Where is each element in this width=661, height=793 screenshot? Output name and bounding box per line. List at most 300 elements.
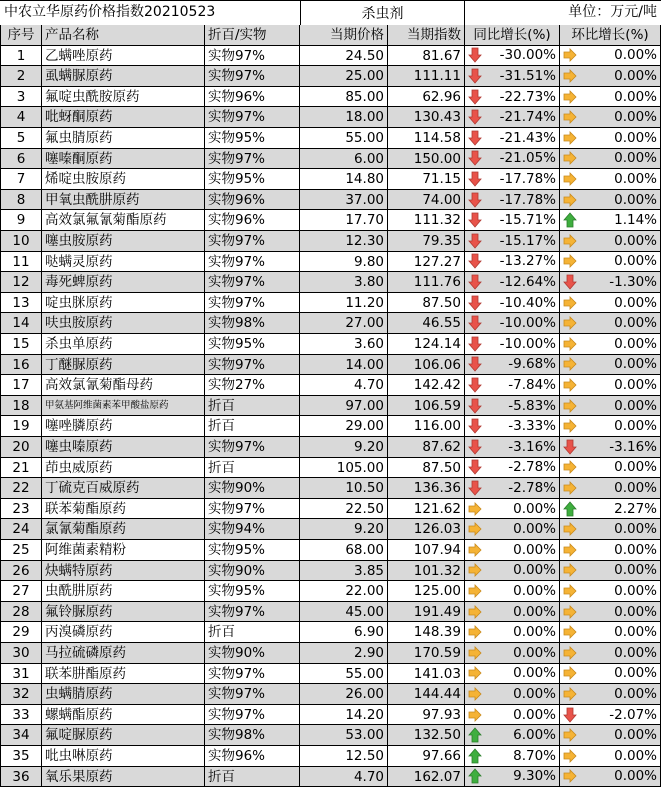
yoy-value: -10.40% (499, 294, 556, 311)
row-number: 26 (0, 561, 42, 582)
product-spec: 实物90% (205, 478, 300, 499)
current-price: 6.00 (300, 149, 388, 170)
mom-change (560, 375, 661, 396)
product-name: 呋虫胺原药 (42, 313, 205, 334)
yoy-change (465, 684, 560, 705)
arrow-right-icon (563, 480, 577, 496)
mom-value: 0.00% (614, 294, 657, 311)
mom-change (560, 190, 661, 211)
table-row (0, 396, 661, 417)
current-index: 101.32 (388, 561, 465, 582)
current-index: 79.35 (388, 231, 465, 252)
arrow-right-icon (563, 295, 577, 311)
table-row (0, 602, 661, 623)
arrow-right-icon (563, 645, 577, 661)
arrow-right-icon (563, 315, 577, 331)
mom-value: 0.00% (614, 335, 657, 352)
current-price: 4.70 (300, 375, 388, 396)
table-row (0, 519, 661, 540)
mom-change (560, 334, 661, 355)
product-spec: 实物95% (205, 334, 300, 355)
row-number: 8 (0, 190, 42, 211)
product-spec: 实物97% (205, 272, 300, 293)
current-index: 136.36 (388, 478, 465, 499)
current-index: 97.93 (388, 705, 465, 726)
current-index: 71.15 (388, 169, 465, 190)
arrow-right-icon (468, 624, 482, 640)
yoy-value: 6.00% (513, 727, 556, 744)
yoy-value: 0.00% (513, 624, 556, 641)
yoy-value: 0.00% (513, 500, 556, 517)
product-spec: 实物90% (205, 561, 300, 582)
mom-change (560, 107, 661, 128)
mom-change (560, 231, 661, 252)
yoy-value: 0.00% (513, 644, 556, 661)
yoy-change (465, 519, 560, 540)
current-index: 170.59 (388, 643, 465, 664)
row-number: 28 (0, 602, 42, 623)
yoy-value: -3.16% (508, 438, 556, 455)
current-index: 130.43 (388, 107, 465, 128)
table-row (0, 643, 661, 664)
arrow-down-icon (468, 253, 482, 269)
product-name: 甲氨基阿维菌素苯甲酸盐原药 (42, 396, 205, 417)
product-spec: 实物97% (205, 664, 300, 685)
current-index: 111.76 (388, 272, 465, 293)
yoy-change (465, 458, 560, 479)
product-spec: 折百 (205, 622, 300, 643)
yoy-value: -17.78% (499, 191, 556, 208)
yoy-change (465, 396, 560, 417)
row-number: 4 (0, 107, 42, 128)
arrow-down-icon (468, 377, 482, 393)
yoy-change (465, 210, 560, 231)
current-price: 14.80 (300, 169, 388, 190)
current-index: 87.50 (388, 293, 465, 314)
product-name: 联苯菊酯原药 (42, 499, 205, 520)
row-number: 3 (0, 87, 42, 108)
yoy-value: 0.00% (513, 521, 556, 538)
mom-value: 0.00% (614, 397, 657, 414)
table-row (0, 252, 661, 273)
current-index: 124.14 (388, 334, 465, 355)
product-spec: 折百 (205, 458, 300, 479)
row-number: 7 (0, 169, 42, 190)
arrow-down-icon (468, 89, 482, 105)
mom-value: -2.07% (609, 706, 657, 723)
yoy-value: 0.00% (513, 562, 556, 579)
current-price: 18.00 (300, 107, 388, 128)
product-name: 高效氯氰菊酯母药 (42, 375, 205, 396)
table-row (0, 499, 661, 520)
arrow-down-icon (468, 315, 482, 331)
current-index: 87.50 (388, 458, 465, 479)
arrow-right-icon (563, 171, 577, 187)
row-number: 23 (0, 499, 42, 520)
mom-value: 0.00% (614, 665, 657, 682)
row-number: 18 (0, 396, 42, 417)
current-price: 3.80 (300, 272, 388, 293)
mom-value: 0.00% (614, 356, 657, 373)
product-spec: 实物27% (205, 375, 300, 396)
table-row (0, 313, 661, 334)
arrow-right-icon (563, 624, 577, 640)
arrow-right-icon (563, 604, 577, 620)
row-number: 11 (0, 252, 42, 273)
header-spec: 折百/实物 (205, 25, 300, 46)
yoy-change (465, 581, 560, 602)
table-row (0, 46, 661, 67)
yoy-value: -2.78% (508, 479, 556, 496)
product-name: 阿维菌素精粉 (42, 540, 205, 561)
arrow-right-icon (563, 253, 577, 269)
product-spec: 实物95% (205, 169, 300, 190)
mom-value: -1.30% (609, 273, 657, 290)
mom-value: 0.00% (614, 727, 657, 744)
product-name: 丁醚脲原药 (42, 355, 205, 376)
arrow-right-icon (563, 521, 577, 537)
row-number: 32 (0, 684, 42, 705)
table-row (0, 746, 661, 767)
arrow-right-icon (563, 150, 577, 166)
product-name: 氟啶虫酰胺原药 (42, 87, 205, 108)
table-row (0, 622, 661, 643)
yoy-value: -31.51% (499, 67, 556, 84)
row-number: 22 (0, 478, 42, 499)
current-index: 148.39 (388, 622, 465, 643)
current-price: 3.60 (300, 334, 388, 355)
arrow-right-icon (563, 665, 577, 681)
yoy-change (465, 313, 560, 334)
yoy-value: 0.00% (513, 685, 556, 702)
row-number: 31 (0, 664, 42, 685)
table-row (0, 725, 661, 746)
mom-change (560, 293, 661, 314)
arrow-up-icon (563, 501, 577, 517)
row-number: 33 (0, 705, 42, 726)
yoy-change (465, 499, 560, 520)
current-index: 127.27 (388, 252, 465, 273)
mom-change (560, 272, 661, 293)
arrow-right-icon (563, 542, 577, 558)
yoy-change (465, 725, 560, 746)
arrow-right-icon (563, 748, 577, 764)
product-spec: 折百 (205, 767, 300, 788)
yoy-change (465, 66, 560, 87)
current-price: 85.00 (300, 87, 388, 108)
current-index: 191.49 (388, 602, 465, 623)
current-price: 25.00 (300, 66, 388, 87)
row-number: 34 (0, 725, 42, 746)
current-price: 4.70 (300, 767, 388, 788)
product-name: 吡蚜酮原药 (42, 107, 205, 128)
mom-value: 0.00% (614, 47, 657, 64)
row-number: 15 (0, 334, 42, 355)
yoy-change (465, 705, 560, 726)
current-index: 62.96 (388, 87, 465, 108)
product-spec: 实物96% (205, 87, 300, 108)
product-name: 甲氧虫酰肼原药 (42, 190, 205, 211)
arrow-right-icon (563, 89, 577, 105)
arrow-down-icon (468, 130, 482, 146)
current-price: 105.00 (300, 458, 388, 479)
mom-change (560, 458, 661, 479)
mom-change (560, 396, 661, 417)
product-spec: 折百 (205, 416, 300, 437)
arrow-up-icon (468, 768, 482, 784)
mom-value: 0.00% (614, 67, 657, 84)
yoy-change (465, 87, 560, 108)
yoy-change (465, 767, 560, 788)
arrow-right-icon (563, 130, 577, 146)
current-index: 74.00 (388, 190, 465, 211)
current-price: 3.85 (300, 561, 388, 582)
current-price: 6.90 (300, 622, 388, 643)
yoy-value: -12.64% (499, 273, 556, 290)
mom-value: -3.16% (609, 438, 657, 455)
arrow-right-icon (563, 109, 577, 125)
mom-value: 0.00% (614, 232, 657, 249)
arrow-down-icon (468, 418, 482, 434)
mom-change (560, 561, 661, 582)
table-row (0, 149, 661, 170)
yoy-value: -15.71% (499, 212, 556, 229)
product-spec: 实物97% (205, 355, 300, 376)
arrow-right-icon (468, 686, 482, 702)
yoy-value: 0.00% (513, 706, 556, 723)
row-number: 5 (0, 128, 42, 149)
row-number: 24 (0, 519, 42, 540)
current-price: 37.00 (300, 190, 388, 211)
product-name: 噻虫嗪原药 (42, 437, 205, 458)
table-row (0, 210, 661, 231)
mom-change (560, 149, 661, 170)
current-index: 81.67 (388, 46, 465, 67)
yoy-change (465, 293, 560, 314)
current-index: 142.42 (388, 375, 465, 396)
product-name: 丁硫克百威原药 (42, 478, 205, 499)
product-name: 毒死蜱原药 (42, 272, 205, 293)
arrow-right-icon (468, 583, 482, 599)
arrow-right-icon (563, 192, 577, 208)
arrow-down-icon (468, 480, 482, 496)
yoy-change (465, 416, 560, 437)
product-spec: 实物97% (205, 107, 300, 128)
table-row (0, 272, 661, 293)
yoy-value: -10.00% (499, 335, 556, 352)
arrow-right-icon (563, 418, 577, 434)
arrow-down-icon (468, 398, 482, 414)
arrow-right-icon (563, 686, 577, 702)
arrow-right-icon (468, 521, 482, 537)
mom-value: 0.00% (614, 768, 657, 785)
mom-value: 1.14% (614, 212, 657, 229)
arrow-right-icon (563, 47, 577, 63)
yoy-change (465, 437, 560, 458)
arrow-down-icon (563, 274, 577, 290)
product-spec: 实物97% (205, 499, 300, 520)
arrow-down-icon (563, 707, 577, 723)
table-row (0, 478, 661, 499)
yoy-change (465, 622, 560, 643)
current-price: 22.00 (300, 581, 388, 602)
product-spec: 实物95% (205, 128, 300, 149)
row-number: 2 (0, 66, 42, 87)
row-number: 14 (0, 313, 42, 334)
yoy-value: -22.73% (499, 88, 556, 105)
product-spec: 实物97% (205, 602, 300, 623)
yoy-value: 9.30% (513, 768, 556, 785)
current-index: 107.94 (388, 540, 465, 561)
yoy-change (465, 46, 560, 67)
yoy-change (465, 375, 560, 396)
yoy-change (465, 355, 560, 376)
title-row (0, 0, 661, 25)
mom-change (560, 355, 661, 376)
table-row (0, 231, 661, 252)
yoy-value: -17.78% (499, 170, 556, 187)
current-index: 125.00 (388, 581, 465, 602)
table-row (0, 684, 661, 705)
arrow-right-icon (563, 68, 577, 84)
yoy-change (465, 561, 560, 582)
mom-change (560, 746, 661, 767)
current-price: 9.20 (300, 519, 388, 540)
current-index: 114.58 (388, 128, 465, 149)
mom-value: 0.00% (614, 129, 657, 146)
current-index: 150.00 (388, 149, 465, 170)
product-spec: 实物97% (205, 705, 300, 726)
mom-change (560, 169, 661, 190)
product-name: 乙螨唑原药 (42, 46, 205, 67)
product-spec: 实物97% (205, 437, 300, 458)
arrow-right-icon (563, 583, 577, 599)
arrow-right-icon (468, 665, 482, 681)
current-price: 17.70 (300, 210, 388, 231)
arrow-down-icon (468, 233, 482, 249)
table-row (0, 664, 661, 685)
yoy-value: 0.00% (513, 665, 556, 682)
product-name: 茚虫威原药 (42, 458, 205, 479)
product-spec: 实物97% (205, 149, 300, 170)
row-number: 27 (0, 581, 42, 602)
mom-change (560, 252, 661, 273)
arrow-right-icon (563, 459, 577, 475)
mom-value: 0.00% (614, 624, 657, 641)
product-name: 炔螨特原药 (42, 561, 205, 582)
yoy-value: -15.17% (499, 232, 556, 249)
yoy-change (465, 664, 560, 685)
current-index: 106.06 (388, 355, 465, 376)
mom-value: 0.00% (614, 747, 657, 764)
mom-change (560, 622, 661, 643)
yoy-value: 0.00% (513, 582, 556, 599)
mom-change (560, 705, 661, 726)
row-number: 20 (0, 437, 42, 458)
row-number: 6 (0, 149, 42, 170)
row-number: 13 (0, 293, 42, 314)
mom-change (560, 87, 661, 108)
product-name: 噻唑膦原药 (42, 416, 205, 437)
mom-value: 0.00% (614, 150, 657, 167)
arrow-right-icon (563, 768, 577, 784)
mom-value: 0.00% (614, 644, 657, 661)
table-row (0, 375, 661, 396)
current-price: 22.50 (300, 499, 388, 520)
mom-value: 0.00% (614, 88, 657, 105)
sheet-title: 中农立华原药价格指数20210523 (4, 4, 216, 20)
mom-value: 0.00% (614, 253, 657, 270)
yoy-change (465, 252, 560, 273)
table-row (0, 355, 661, 376)
mom-change (560, 540, 661, 561)
current-index: 111.32 (388, 210, 465, 231)
mom-change (560, 46, 661, 67)
mom-value: 0.00% (614, 170, 657, 187)
arrow-right-icon (563, 562, 577, 578)
table-row (0, 66, 661, 87)
product-spec: 实物94% (205, 519, 300, 540)
current-index: 97.66 (388, 746, 465, 767)
product-spec: 实物97% (205, 293, 300, 314)
current-index: 116.00 (388, 416, 465, 437)
mom-change (560, 437, 661, 458)
current-price: 55.00 (300, 128, 388, 149)
product-name: 吡虫啉原药 (42, 746, 205, 767)
row-number: 36 (0, 767, 42, 788)
mom-change (560, 643, 661, 664)
arrow-down-icon (468, 274, 482, 290)
current-price: 12.50 (300, 746, 388, 767)
mom-value: 2.27% (614, 500, 657, 517)
header-yoy: 同比增长(%) (465, 25, 560, 46)
mom-change (560, 478, 661, 499)
header-row (0, 25, 661, 46)
current-index: 46.55 (388, 313, 465, 334)
mom-change (560, 313, 661, 334)
yoy-change (465, 602, 560, 623)
yoy-value: -3.33% (508, 418, 556, 435)
mom-change (560, 725, 661, 746)
product-name: 啶虫脒原药 (42, 293, 205, 314)
mom-change (560, 664, 661, 685)
product-spec: 实物96% (205, 210, 300, 231)
yoy-value: -13.27% (499, 253, 556, 270)
mom-value: 0.00% (614, 459, 657, 476)
arrow-right-icon (468, 645, 482, 661)
arrow-right-icon (563, 336, 577, 352)
arrow-down-icon (468, 68, 482, 84)
yoy-change (465, 478, 560, 499)
yoy-value: -5.83% (508, 397, 556, 414)
current-index: 141.03 (388, 664, 465, 685)
arrow-down-icon (468, 171, 482, 187)
product-name: 虱螨脲原药 (42, 66, 205, 87)
product-name: 联苯肼酯原药 (42, 664, 205, 685)
header-index: 当期指数 (388, 25, 465, 46)
current-price: 68.00 (300, 540, 388, 561)
table-row (0, 581, 661, 602)
arrow-right-icon (468, 542, 482, 558)
current-index: 121.62 (388, 499, 465, 520)
mom-value: 0.00% (614, 376, 657, 393)
arrow-down-icon (468, 336, 482, 352)
current-price: 27.00 (300, 313, 388, 334)
yoy-value: 0.00% (513, 541, 556, 558)
yoy-value: -21.74% (499, 109, 556, 126)
product-name: 烯啶虫胺原药 (42, 169, 205, 190)
mom-change (560, 519, 661, 540)
